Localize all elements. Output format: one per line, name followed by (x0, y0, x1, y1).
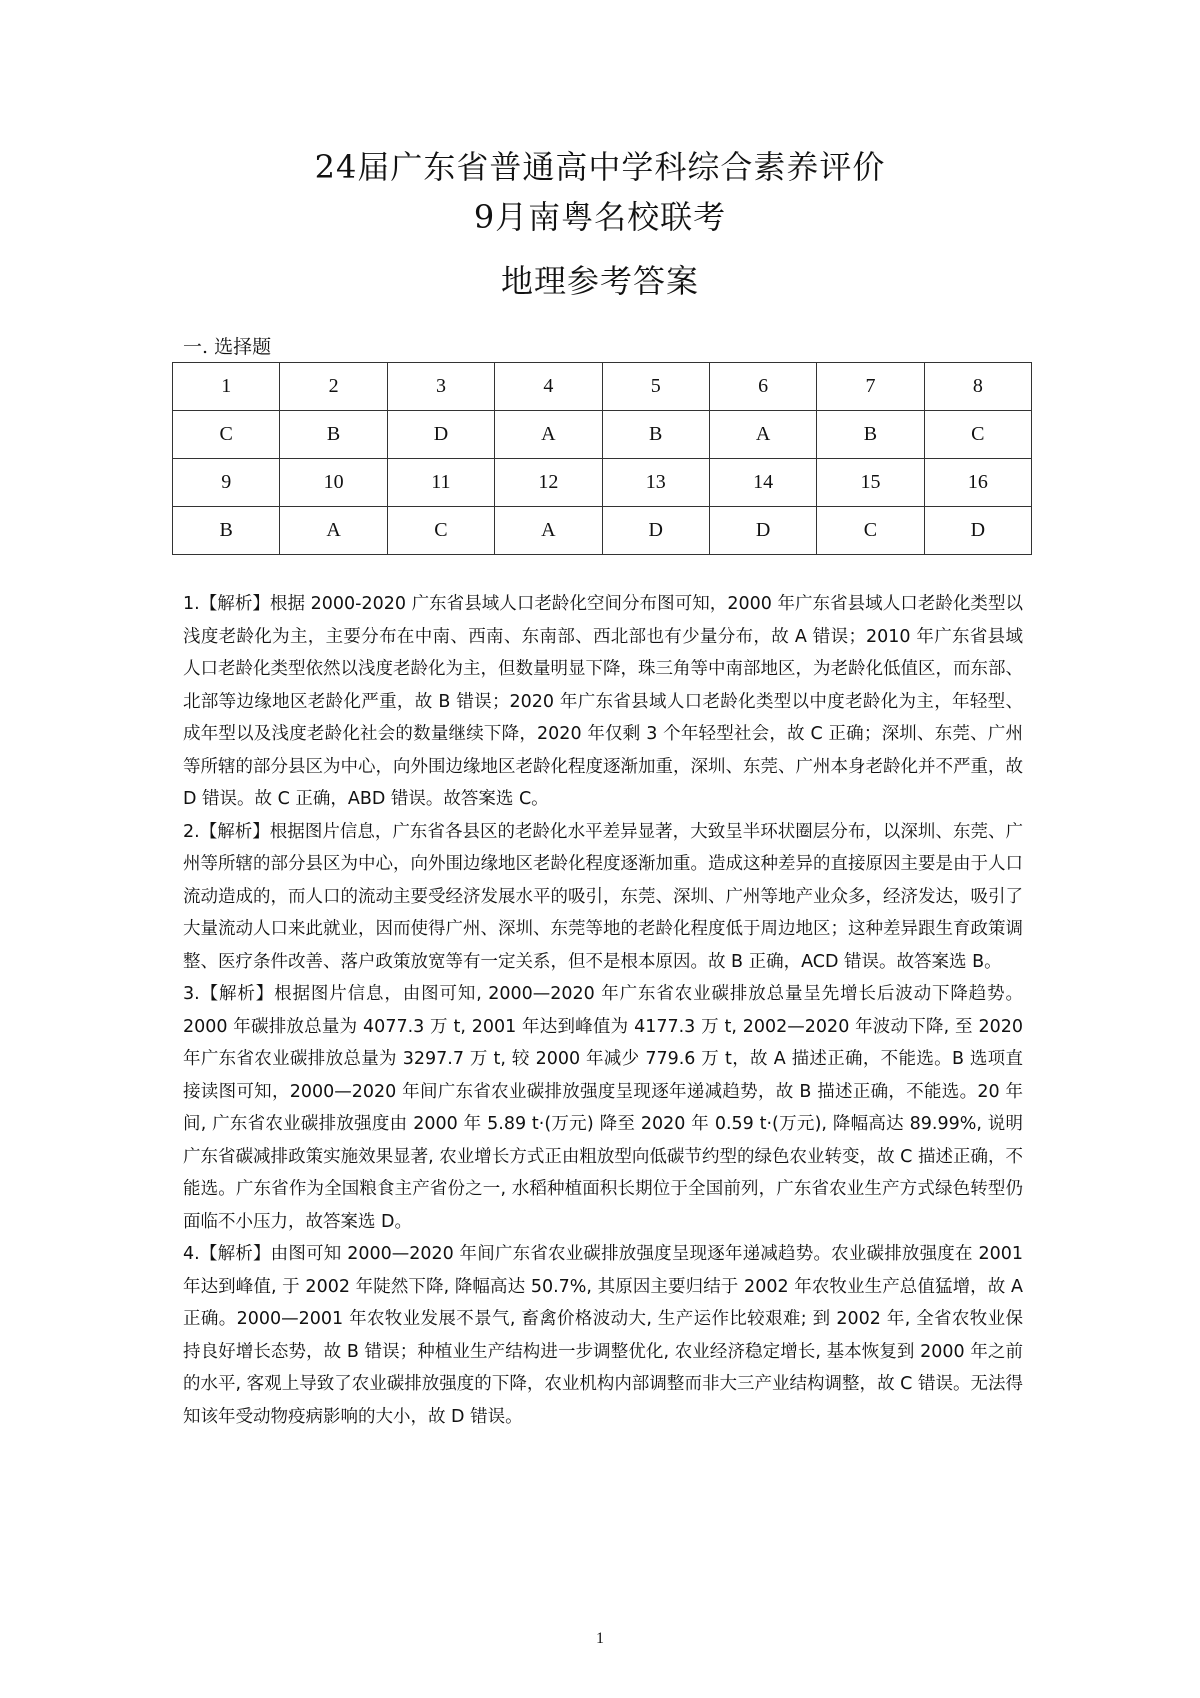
answer-key-title: 地理参考答案 (500, 262, 699, 300)
answer-cell: D (602, 507, 709, 555)
answer-cell: C (817, 507, 924, 555)
page-number: 1 (596, 1630, 604, 1647)
question-number-cell: 16 (924, 459, 1031, 507)
section-label-multiple-choice: 一. 选择题 (183, 336, 272, 358)
question-number-cell: 15 (817, 459, 924, 507)
explanation-paragraph-1: 1.【解析】根据 2000-2020 广东省县域人口老龄化空间分布图可知，2000 年广东省县域人口老龄化类型以浅度老龄化为主，主要分布在中南、西南、东南部、西北部也有少量分布，故 A 错误；2010 年广东省县域人口老龄化类型依然以浅度老龄化为主，但数量明显下降，珠三角等中南部地区，为老龄化低值区，而东部、北部等边缘地区老龄化严重，故 B 错误；2020 年广东省县域人口老龄化类型以中度老龄化为主，年轻型、成年型以及浅度老龄化社会的数量继续下降，2020 年仅剩 3 个年轻型社会，故 C 正确；深圳、东莞、广州等所辖的部分县区为中心，向外围边缘地区老龄化程度逐渐加重，深圳、东莞、广州本身老龄化并不严重，故 D 错误。故 C 正确，ABD 错误。故答案选 C。 (183, 594, 1023, 809)
answer-table (172, 362, 1032, 555)
exam-subtitle: 9月南粤名校联考 (473, 198, 727, 236)
answer-cell: C (387, 507, 494, 555)
answer-cell: B (280, 411, 387, 459)
question-number-cell: 12 (495, 459, 602, 507)
table-row-answers-2 (173, 507, 1032, 555)
answer-cell: D (709, 507, 816, 555)
answer-cell: A (709, 411, 816, 459)
question-number-cell: 6 (709, 363, 816, 411)
answer-cell: C (173, 411, 280, 459)
explanations (183, 588, 1023, 1433)
question-number-cell: 10 (280, 459, 387, 507)
question-number-cell: 11 (387, 459, 494, 507)
question-number-cell: 2 (280, 363, 387, 411)
exam-title: 24届广东省普通高中学科综合素养评价 (314, 148, 886, 186)
question-number-cell: 4 (495, 363, 602, 411)
answer-cell: B (602, 411, 709, 459)
answer-cell: B (173, 507, 280, 555)
question-number-cell: 1 (173, 363, 280, 411)
question-number-cell: 14 (709, 459, 816, 507)
table-row-answers-1 (173, 411, 1032, 459)
question-number-cell: 5 (602, 363, 709, 411)
title-block (0, 142, 1200, 306)
answer-cell: D (924, 507, 1031, 555)
question-number-cell: 8 (924, 363, 1031, 411)
explanation-paragraph-4: 4.【解析】由图可知 2000—2020 年间广东省农业碳排放强度呈现逐年递减趋势。农业碳排放强度在 2001 年达到峰值, 于 2002 年陡然下降, 降幅高达 50.7%, 其原因主要归结于 2002 年农牧业生产总值猛增，故 A 正确。2000—2001 年农牧业发展不景气, 畜禽价格波动大, 生产运作比较艰难; 到 2002 年, 全省农牧业保持良好增长态势，故 B 错误；种植业生产结构进一步调整优化, 农业经济稳定增长, 基本恢复到 2000 年之前的水平, 客观上导致了农业碳排放强度的下降，农业机构内部调整而非大三产业结构调整，故 C 错误。无法得知该年受动物疫病影响的大小，故 D 错误。 (183, 1244, 1023, 1427)
answer-cell: C (924, 411, 1031, 459)
question-number-cell: 7 (817, 363, 924, 411)
explanation-paragraph-3: 3.【解析】根据图片信息，由图可知, 2000—2020 年广东省农业碳排放总量呈先增长后波动下降趋势。2000 年碳排放总量为 4077.3 万 t, 2001 年达到峰值为 4177.3 万 t, 2002—2020 年波动下降, 至 2020 年广东省农业碳排放总量为 3297.7 万 t, 较 2000 年减少 779.6 万 t，故 A 描述正确，不能选。B 选项直接读图可知，2000—2020 年间广东省农业碳排放强度呈现逐年递减趋势，故 B 描述正确，不能选。20 年间, 广东省农业碳排放强度由 2000 年 5.89 t·(万元) 降至 2020 年 0.59 t·(万元), 降幅高达 89.99%, 说明广东省碳减排政策实施效果显著, 农业增长方式正由粗放型向低碳节约型的绿色农业转变，故 C 描述正确，不能选。广东省作为全国粮食主产省份之一, 水稻种植面积长期位于全国前列，广东省农业生产方式绿色转型仍面临不小压力，故答案选 D。 (183, 984, 1023, 1232)
table-row-numbers-2 (173, 459, 1032, 507)
table-row-numbers-1 (173, 363, 1032, 411)
explanation-paragraph-2: 2.【解析】根据图片信息，广东省各县区的老龄化水平差异显著，大致呈半环状圈层分布，以深圳、东莞、广州等所辖的部分县区为中心，向外围边缘地区老龄化程度逐渐加重。造成这种差异的直接原因主要是由于人口流动造成的，而人口的流动主要受经济发展水平的吸引，东莞、深圳、广州等地产业众多，经济发达，吸引了大量流动人口来此就业，因而使得广州、深圳、东莞等地的老龄化程度低于周边地区；这种差异跟生育政策调整、医疗条件改善、落户政策放宽等有一定关系，但不是根本原因。故 B 正确，ACD 错误。故答案选 B。 (183, 821, 1023, 972)
answer-cell: A (495, 411, 602, 459)
answer-cell: D (387, 411, 494, 459)
question-number-cell: 13 (602, 459, 709, 507)
question-number-cell: 3 (387, 363, 494, 411)
answer-cell: A (280, 507, 387, 555)
answer-cell: B (817, 411, 924, 459)
answer-cell: A (495, 507, 602, 555)
question-number-cell: 9 (173, 459, 280, 507)
